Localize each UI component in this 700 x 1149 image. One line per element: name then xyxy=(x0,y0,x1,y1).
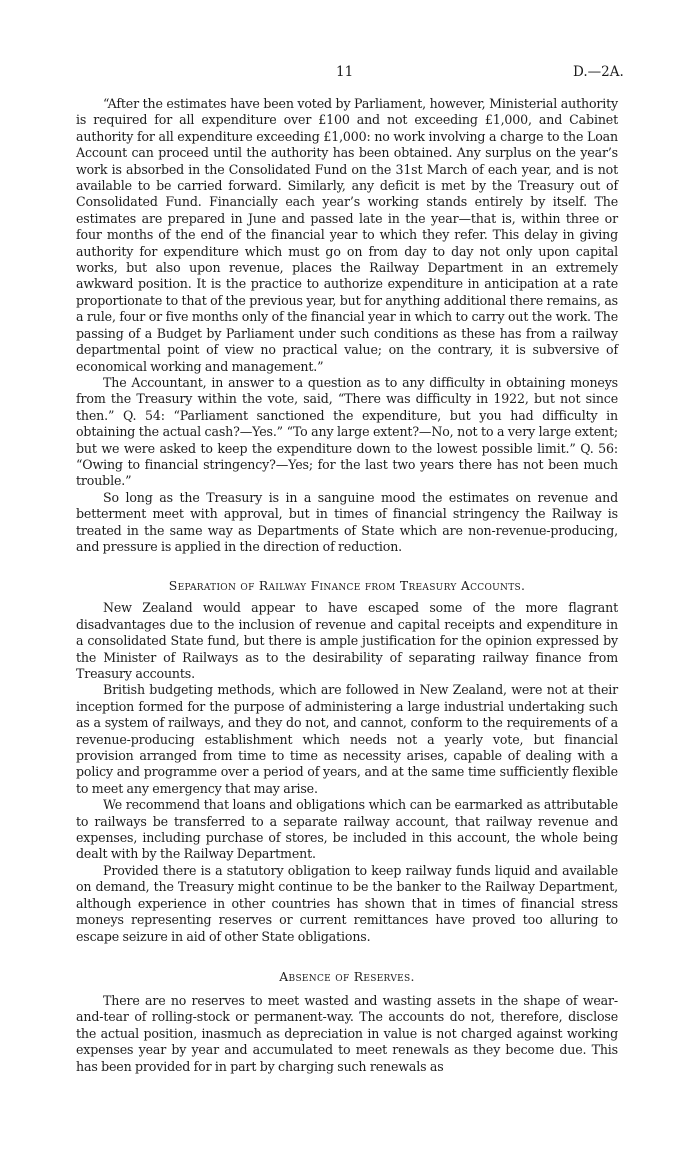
body-paragraph: We recommend that loans and obligations which can be earmarked as attributable to railways be transferred to a separate railway account, that railway revenue and expenses, including purchase of stores, be included in this account, the whole being dealt with by the Railway Department. xyxy=(76,797,618,862)
document-body xyxy=(76,96,618,1075)
body-paragraph: New Zealand would appear to have escaped some of the more flagrant disadvantages due to the inclusion of revenue and capital receipts and expenditure in a consolidated State fund, but there is ample justification for the opinion expressed by the Minister of Railways as to the desirability of separating railway finance from Treasury accounts. xyxy=(76,600,618,681)
document-reference: D.—2A. xyxy=(573,64,624,80)
body-paragraph: Provided there is a statutory obligation to keep railway funds liquid and available on demand, the Treasury might continue to be the banker to the Railway Department, although experience in other countries has shown that in times of financial stress moneys representing reserves or current remittances have proved too alluring to escape seizure in aid of other State obligations. xyxy=(76,862,618,944)
section-heading-reserves: Absence of Reserves. xyxy=(279,968,415,984)
section-heading-separation: Separation of Railway Finance from Treasury Accounts. xyxy=(168,578,526,594)
body-paragraph: So long as the Treasury is in a sanguine mood the estimates on revenue and betterment meet with approval, but in times of financial stringency the Railway is treated in the same way as Departments of State which are non-revenue-producing, and pressure is applied in the direction of reduction. xyxy=(76,489,618,554)
body-paragraph: There are no reserves to meet wasted and wasting assets in the shape of wear-and-tear of rolling-stock or permanent-way. The accounts do not, therefore, disclose the actual position, inasmuch as depreciation in value is not charged against working expenses year by year and accumulated to meet renewals as they become due. This has been provided for in part by charging such renewals as xyxy=(76,992,618,1074)
body-paragraph: The Accountant, in answer to a question as to any difficulty in obtaining moneys from the Treasury within the vote, said, “There was difficulty in 1922, but not since then.” Q. 54: “Parliament sanctioned the expenditure, but you had difficulty in obtaining the actual cash?—Yes.” “To any large extent?—No, not to a very large extent; but we were asked to keep the expenditure down to the lowest possible limit.” Q. 56: “Owing to financial stringency?—Yes; for the last two years there has not been much trouble.” xyxy=(76,374,618,489)
body-paragraph: British budgeting methods, which are followed in New Zealand, were not at their inception formed for the purpose of administering a large industrial undertaking such as a system of railways, and they do not, and cannot, conform to the requirements of a revenue-producing establishment which needs not a yearly vote, but financial provision arranged from time to time as necessity arises, capable of dealing with a policy and programme over a period of years, and at the same time sufficiently flexible to meet any emergency that may arise. xyxy=(76,682,618,796)
page-header xyxy=(0,64,700,84)
quoted-paragraph: “After the estimates have been voted by Parliament, however, Ministerial authority is required for all expenditure over £100 and not exceeding £1,000, and Cabinet authority for all expenditure exceeding £1,000: no work involving a charge to the Loan Account can proceed until the authority has been obtained. Any surplus on the year’s work is absorbed in the Consolidated Fund on the 31st March of each year, and is not available to be carried forward. Similarly, any deficit is met by the Treasury out of Consolidated Fund. Financially each year’s working stands entirely by itself. The estimates are prepared in June and passed late in the year—that is, within three or four months of the end of the financial year to which they refer. This delay in giving authority for expenditure which must go on from day to day not only upon capital works, but also upon revenue, places the Railway Department in an extremely awkward position. It is the practice to authorize expenditure in anticipation at a rate proportionate to that of the previous year, but for anything additional there remains, as a rule, four or five months only of the financial year in which to carry out the work. The passing of a Budget by Parliament under such conditions as these has from a railway departmental point of view no practical value; on the contrary, it is subversive of economical working and management.” xyxy=(76,96,618,374)
page-number: 11 xyxy=(336,64,354,80)
